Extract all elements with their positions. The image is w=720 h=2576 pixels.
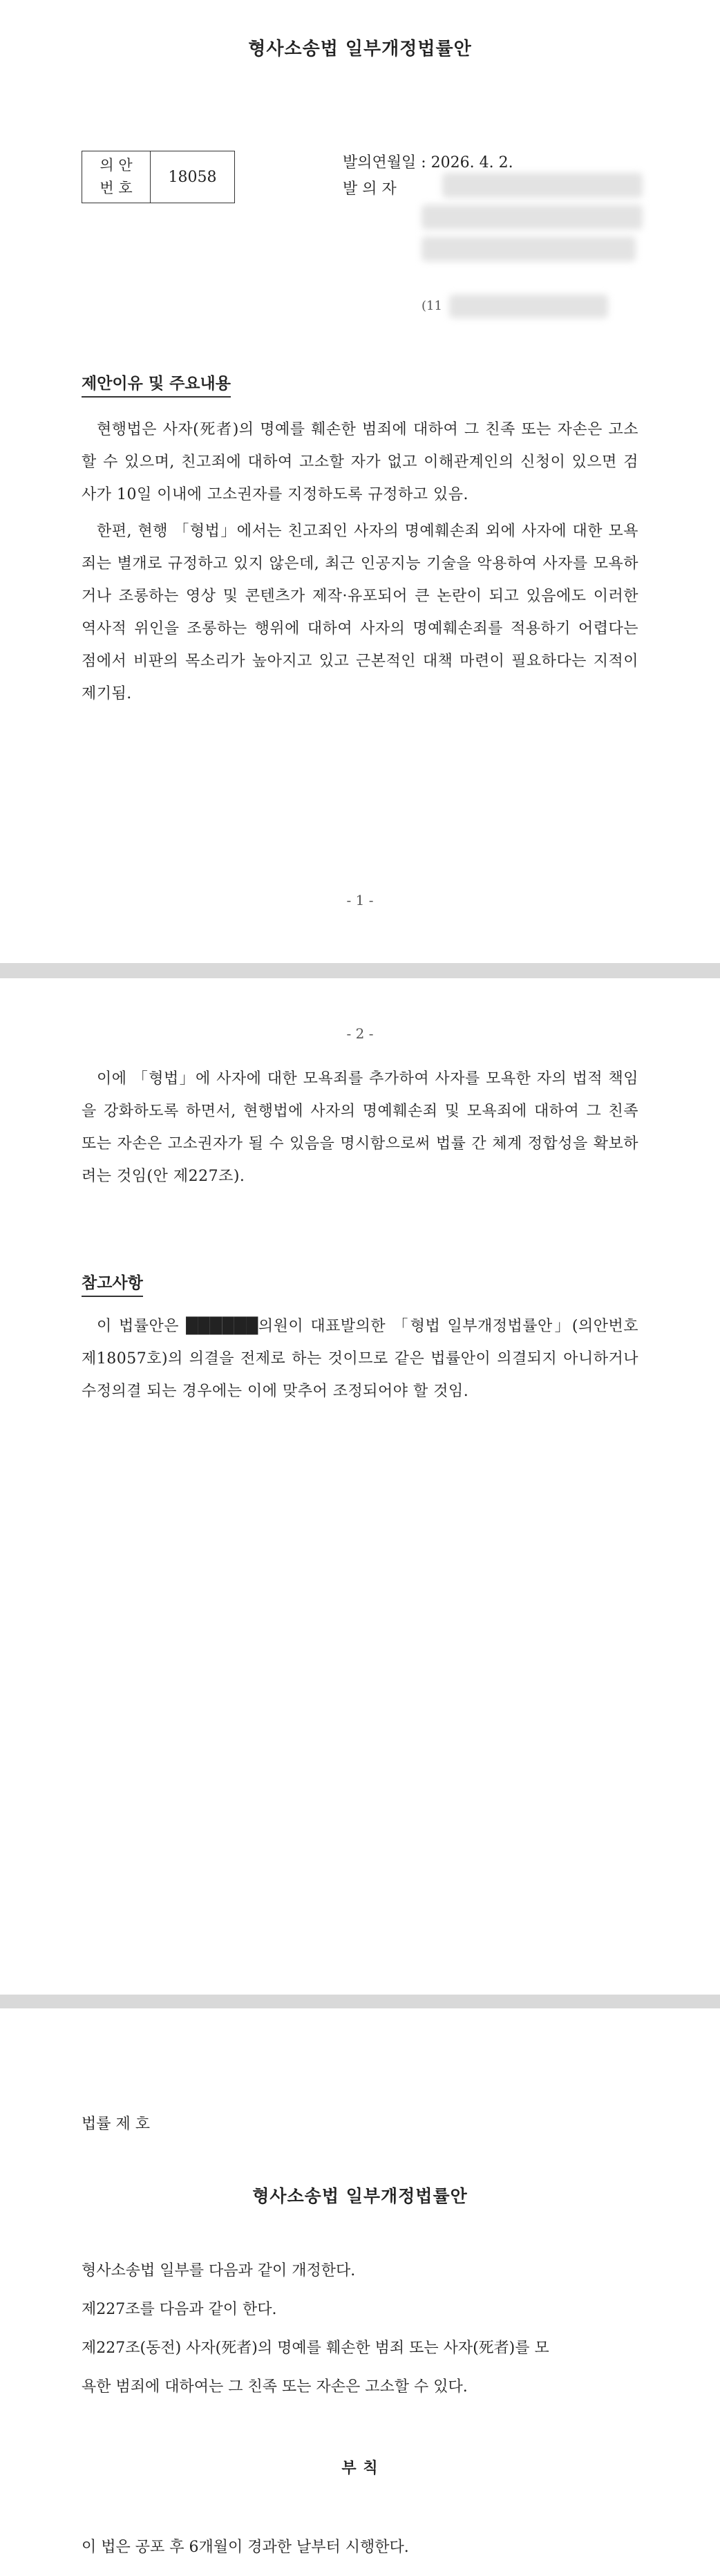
amendment-line-2: 제227조를 다음과 같이 한다. [82, 2301, 277, 2318]
bill-number-label [82, 151, 151, 203]
supplementary-provisions-text: 이 법은 공포 후 6개월이 경과한 날부터 시행한다. [82, 2539, 409, 2556]
bill-number-label-line2: 번 호 [100, 180, 133, 196]
proposer-label: 발 의 자 [343, 180, 397, 198]
redacted-proposer-line-2 [421, 205, 643, 230]
bill-number-value: 18058 [168, 168, 217, 186]
bill-number-box [82, 151, 235, 203]
reference-body [82, 1310, 638, 1408]
redacted-proposer-line-4 [449, 295, 608, 318]
bill-number-label-line1: 의 안 [100, 157, 133, 174]
reason-paragraph-2: 한편, 현행 「형법」에서는 친고죄인 사자의 명예훼손죄 외에 사자에 대한 모욕죄는 별개로 규정하고 있지 않은데, 최근 인공지능 기술을 악용하여 사자를 모욕하거나 조롱하는 영상 및 콘텐츠가 제작·유포되어 큰 논란이 되고 있음에도 이러한 역사적 위인을 조롱하는 행위에 대하여 사자의 명예훼손죄를 적용하기 어렵다는 점에서 비판의 목소리가 높아지고 있고 근본적인 대책 마련이 필요하다는 지적이 제기됨. [82, 523, 638, 702]
document-page-2 [0, 978, 720, 1995]
amendment-title: 형사소송법 일부개정법률안 [252, 2186, 468, 2206]
amendment-line-3: 제227조(동전) 사자(死者)의 명예를 훼손한 범죄 또는 사자(死者)를 모 [82, 2340, 549, 2357]
reference-paragraph: 이 법률안은 ██████의원이 대표발의한 「형법 일부개정법률안」(의안번호 제18057호)의 의결을 전제로 하는 것이므로 같은 법률안이 의결되지 아니하거나 수정의결 되는 경우에는 이에 맞추어 조정되어야 할 것임. [82, 1318, 638, 1400]
reason-paragraph-3: 이에 「형법」에 사자에 대한 모욕죄를 추가하여 사자를 모욕한 자의 법적 책임을 강화하도록 하면서, 현행법에 사자의 명예훼손죄 및 모욕죄에 대하여 그 친족 또는 자손은 고소권자가 될 수 있음을 명시함으로써 법률 간 체계 정합성을 확보하려는 것임(안 제227조). [82, 1070, 638, 1185]
amendment-line-4: 욕한 범죄에 대하여는 그 친족 또는 자손은 고소할 수 있다. [82, 2378, 468, 2396]
proposer-tail: (11 [421, 299, 442, 313]
reason-paragraph-1: 현행법은 사자(死者)의 명예를 훼손한 범죄에 대하여 그 친족 또는 자손은 고소할 수 있으며, 친고죄에 대하여 고소할 자가 없고 이해관계인의 신청이 있으면 검사가 10일 이내에 고소권자를 지정하도록 규정하고 있음. [82, 421, 638, 503]
amendment-line-1: 형사소송법 일부를 다음과 같이 개정한다. [82, 2262, 356, 2279]
supplementary-provisions-title: 부 칙 [341, 2459, 379, 2477]
section-title-reason: 제안이유 및 주요내용 [82, 371, 231, 398]
proposal-date: 발의연월일 : 2026. 4. 2. [343, 154, 513, 171]
reason-continued [82, 1063, 638, 1193]
page-number-2: - 2 - [346, 1025, 374, 1042]
redacted-proposer-line-3 [421, 236, 636, 261]
reason-body [82, 413, 638, 710]
section-title-reference: 참고사항 [82, 1270, 143, 1297]
bill-title: 형사소송법 일부개정법률안 [248, 39, 472, 59]
document-page-3 [0, 2008, 720, 2576]
law-number: 법률 제 호 [82, 2116, 150, 2133]
page-number-1: - 1 - [346, 892, 374, 908]
redacted-proposer-line-1 [442, 173, 643, 198]
document-page-1 [0, 0, 720, 963]
